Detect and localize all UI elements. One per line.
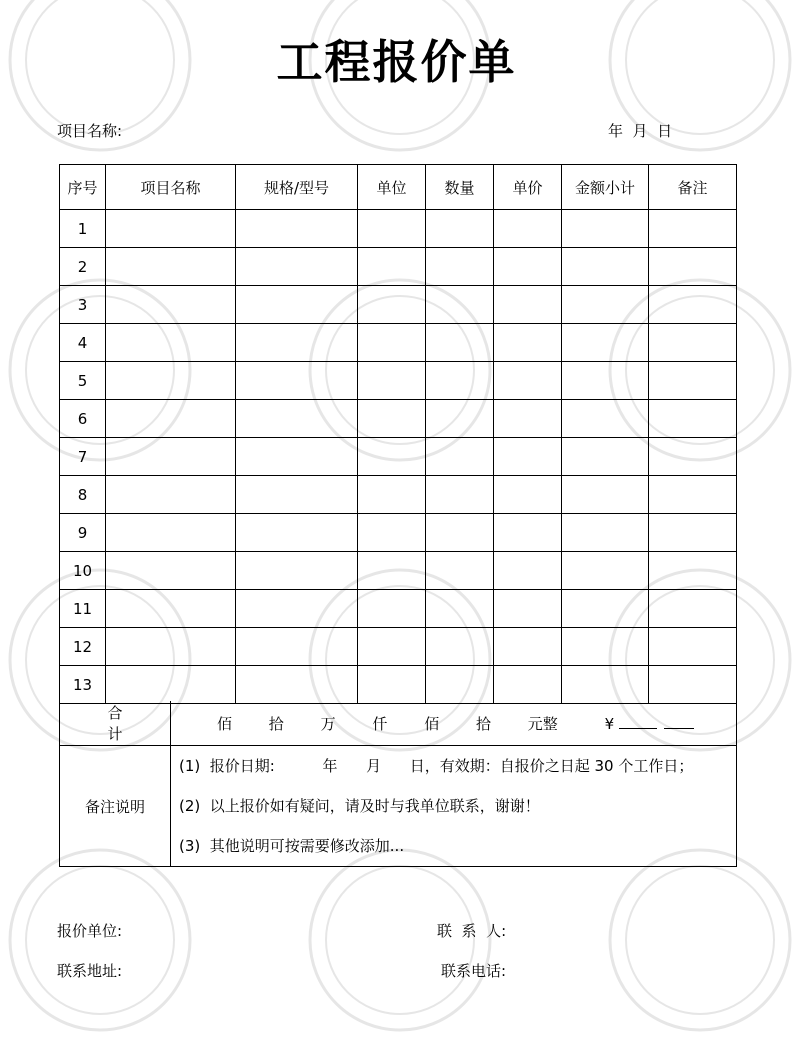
total-amount-words bbox=[171, 701, 737, 746]
table-cell bbox=[358, 210, 426, 248]
table-cell bbox=[106, 210, 236, 248]
table-cell bbox=[494, 210, 562, 248]
table-cell bbox=[494, 286, 562, 324]
table-cell bbox=[562, 210, 649, 248]
quote-table bbox=[59, 164, 737, 704]
address-label: 联系地址: bbox=[57, 962, 123, 980]
table-cell bbox=[426, 514, 494, 552]
table-row bbox=[60, 628, 737, 666]
header-cell: 数量 bbox=[426, 165, 494, 210]
table-cell bbox=[494, 324, 562, 362]
table-cell bbox=[649, 590, 737, 628]
table-row bbox=[60, 514, 737, 552]
table-cell bbox=[236, 628, 358, 666]
table-row bbox=[60, 210, 737, 248]
header-cell: 单价 bbox=[494, 165, 562, 210]
note-line: (3) 其他说明可按需要修改添加... bbox=[179, 837, 405, 855]
notes-row bbox=[60, 746, 737, 867]
table-cell bbox=[236, 210, 358, 248]
amount-blank bbox=[619, 714, 657, 729]
table-cell bbox=[426, 666, 494, 704]
table-cell bbox=[426, 286, 494, 324]
table-cell bbox=[106, 324, 236, 362]
table-cell bbox=[562, 628, 649, 666]
table-cell bbox=[106, 514, 236, 552]
table-cell bbox=[426, 400, 494, 438]
total-label: 合计 bbox=[60, 701, 171, 746]
date-label: 年 月 日 bbox=[608, 122, 673, 140]
header-cell: 单位 bbox=[358, 165, 426, 210]
table-cell bbox=[494, 552, 562, 590]
table-cell bbox=[562, 476, 649, 514]
table-cell bbox=[236, 286, 358, 324]
table-cell bbox=[426, 324, 494, 362]
table-cell bbox=[236, 552, 358, 590]
row-number: 11 bbox=[60, 590, 106, 628]
table-cell bbox=[649, 514, 737, 552]
row-number: 1 bbox=[60, 210, 106, 248]
table-row bbox=[60, 400, 737, 438]
table-cell bbox=[358, 476, 426, 514]
table-cell bbox=[106, 438, 236, 476]
table-row bbox=[60, 552, 737, 590]
note-line: (2) 以上报价如有疑问，请及时与我单位联系，谢谢！ bbox=[179, 797, 540, 815]
row-number: 4 bbox=[60, 324, 106, 362]
table-row bbox=[60, 248, 737, 286]
table-cell bbox=[562, 362, 649, 400]
table-cell bbox=[106, 666, 236, 704]
table-cell bbox=[562, 514, 649, 552]
row-number: 9 bbox=[60, 514, 106, 552]
table-cell bbox=[562, 400, 649, 438]
table-cell bbox=[494, 248, 562, 286]
table-cell bbox=[649, 210, 737, 248]
table-row bbox=[60, 438, 737, 476]
table-cell bbox=[562, 590, 649, 628]
header-cell: 项目名称 bbox=[106, 165, 236, 210]
table-cell bbox=[494, 590, 562, 628]
table-cell bbox=[358, 552, 426, 590]
row-number: 8 bbox=[60, 476, 106, 514]
table-cell bbox=[358, 324, 426, 362]
table-cell bbox=[649, 438, 737, 476]
amount-blank bbox=[664, 714, 694, 729]
table-cell bbox=[649, 248, 737, 286]
table-cell bbox=[649, 324, 737, 362]
table-cell bbox=[562, 666, 649, 704]
table-cell bbox=[426, 210, 494, 248]
table-cell bbox=[236, 362, 358, 400]
table-row bbox=[60, 362, 737, 400]
row-number: 10 bbox=[60, 552, 106, 590]
header-cell: 备注 bbox=[649, 165, 737, 210]
table-cell bbox=[358, 400, 426, 438]
table-cell bbox=[106, 628, 236, 666]
table-cell bbox=[649, 666, 737, 704]
table-cell bbox=[426, 590, 494, 628]
table-cell bbox=[358, 286, 426, 324]
table-cell bbox=[562, 248, 649, 286]
table-cell bbox=[358, 590, 426, 628]
unit-label: 万 bbox=[320, 714, 336, 733]
table-cell bbox=[236, 514, 358, 552]
table-row bbox=[60, 324, 737, 362]
table-cell bbox=[649, 400, 737, 438]
unit-label: 佰 bbox=[424, 714, 440, 733]
row-number: 12 bbox=[60, 628, 106, 666]
table-row bbox=[60, 476, 737, 514]
table-cell bbox=[358, 514, 426, 552]
table-cell bbox=[236, 476, 358, 514]
row-number: 7 bbox=[60, 438, 106, 476]
table-cell bbox=[236, 324, 358, 362]
table-cell bbox=[649, 552, 737, 590]
row-number: 6 bbox=[60, 400, 106, 438]
table-cell bbox=[358, 362, 426, 400]
row-number: 3 bbox=[60, 286, 106, 324]
row-number: 13 bbox=[60, 666, 106, 704]
row-number: 2 bbox=[60, 248, 106, 286]
contact-person-label: 联 系 人: bbox=[437, 922, 507, 940]
table-header-row bbox=[60, 165, 737, 210]
notes-label: 备注说明 bbox=[60, 746, 171, 867]
note-line: (1) 报价日期: 年 月 日，有效期：自报价之日起 30 个工作日； bbox=[179, 757, 694, 775]
table-cell bbox=[562, 324, 649, 362]
quote-unit-label: 报价单位: bbox=[57, 922, 123, 940]
table-cell bbox=[106, 552, 236, 590]
currency-symbol: ¥ bbox=[604, 714, 615, 733]
page-title: 工程报价单 bbox=[276, 35, 517, 89]
table-cell bbox=[494, 476, 562, 514]
table-cell bbox=[494, 628, 562, 666]
table-cell bbox=[426, 628, 494, 666]
table-cell bbox=[426, 438, 494, 476]
unit-label: 佰 bbox=[217, 714, 233, 733]
unit-label: 拾 bbox=[268, 714, 284, 733]
table-cell bbox=[106, 248, 236, 286]
table-cell bbox=[649, 286, 737, 324]
table-cell bbox=[236, 666, 358, 704]
table-cell bbox=[236, 590, 358, 628]
unit-label: 拾 bbox=[475, 714, 491, 733]
table-cell bbox=[426, 362, 494, 400]
watermark-stamp bbox=[600, 840, 793, 1040]
row-number: 5 bbox=[60, 362, 106, 400]
table-cell bbox=[649, 362, 737, 400]
header-cell: 金额小计 bbox=[562, 165, 649, 210]
table-cell bbox=[426, 248, 494, 286]
table-cell bbox=[106, 362, 236, 400]
table-cell bbox=[562, 438, 649, 476]
table-cell bbox=[358, 438, 426, 476]
table-cell bbox=[106, 590, 236, 628]
table-cell bbox=[649, 628, 737, 666]
unit-label: 仟 bbox=[372, 714, 388, 733]
header-cell: 序号 bbox=[60, 165, 106, 210]
table-cell bbox=[494, 362, 562, 400]
table-cell bbox=[236, 248, 358, 286]
table-cell bbox=[358, 248, 426, 286]
header-cell: 规格/型号 bbox=[236, 165, 358, 210]
table-cell bbox=[426, 552, 494, 590]
table-cell bbox=[106, 286, 236, 324]
phone-label: 联系电话: bbox=[441, 962, 507, 980]
notes-content bbox=[171, 746, 737, 867]
table-row bbox=[60, 666, 737, 704]
table-cell bbox=[494, 438, 562, 476]
table-cell bbox=[236, 400, 358, 438]
total-row bbox=[60, 701, 737, 746]
summary-table bbox=[59, 701, 737, 867]
table-row bbox=[60, 286, 737, 324]
table-cell bbox=[358, 628, 426, 666]
table-cell bbox=[494, 666, 562, 704]
table-cell bbox=[358, 666, 426, 704]
table-cell bbox=[649, 476, 737, 514]
table-row bbox=[60, 590, 737, 628]
table-cell bbox=[426, 476, 494, 514]
project-name-label: 项目名称: bbox=[57, 122, 123, 140]
table-cell bbox=[106, 476, 236, 514]
table-cell bbox=[494, 400, 562, 438]
table-cell bbox=[562, 552, 649, 590]
unit-label: 元整 bbox=[527, 714, 558, 733]
table-cell bbox=[562, 286, 649, 324]
table-cell bbox=[494, 514, 562, 552]
table-cell bbox=[106, 400, 236, 438]
table-cell bbox=[236, 438, 358, 476]
